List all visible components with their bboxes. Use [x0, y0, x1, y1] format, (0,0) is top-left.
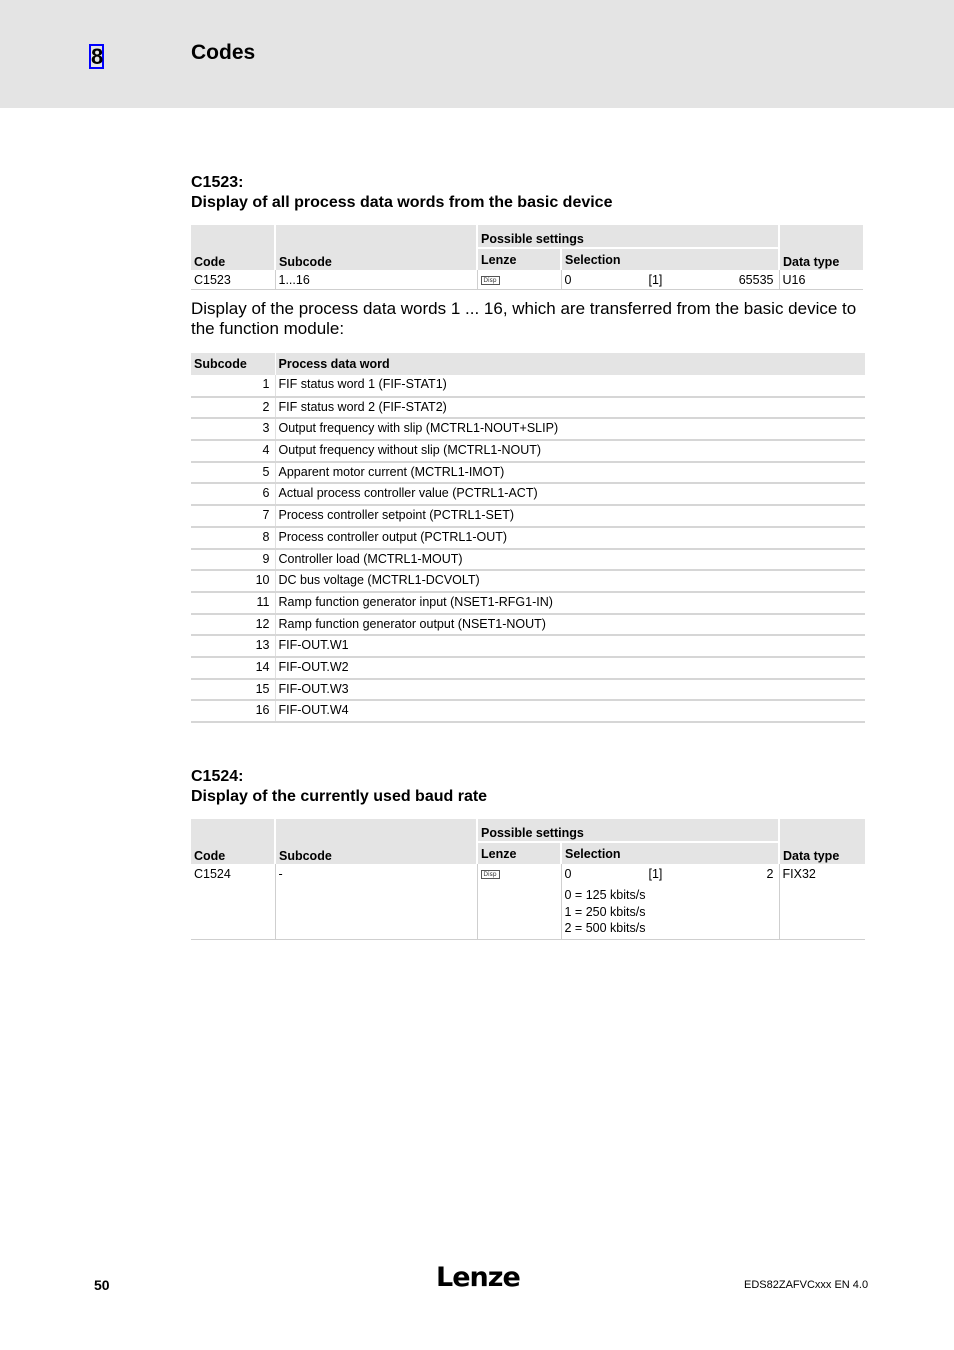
table-row — [191, 549, 865, 571]
subcode-cell: 12 — [191, 614, 275, 636]
process-data-word-cell: FIF-OUT.W3 — [275, 679, 865, 701]
process-data-word-cell: FIF status word 1 (FIF-STAT1) — [275, 375, 865, 397]
col-selection: Selection — [561, 248, 779, 270]
baud-option: 2 = 500 kbits/s — [564, 921, 646, 935]
col-code: Code — [191, 225, 275, 270]
baud-option: 0 = 125 kbits/s — [564, 888, 646, 902]
subcode-cell: 5 — [191, 462, 275, 484]
process-data-word-cell: Output frequency without slip (MCTRL1-NOUT) — [275, 440, 865, 462]
selection-cell — [561, 270, 779, 290]
process-data-word-cell: FIF-OUT.W2 — [275, 657, 865, 679]
data-type-cell: U16 — [779, 270, 863, 290]
subcode-cell: 1 — [191, 375, 275, 397]
subcode-cell: 9 — [191, 549, 275, 571]
col-selection: Selection — [561, 842, 779, 864]
subcode-cell: 3 — [191, 418, 275, 440]
subcode-cell: 1...16 — [275, 270, 477, 290]
process-data-word-cell: Actual process controller value (PCTRL1-ACT) — [275, 483, 865, 505]
process-data-word-cell: FIF-OUT.W4 — [275, 700, 865, 722]
table-row — [191, 270, 863, 290]
chapter-title: Codes — [191, 41, 256, 64]
table-row — [191, 592, 865, 614]
table-row — [191, 418, 865, 440]
subcode-cell: 11 — [191, 592, 275, 614]
subcode-cell: 7 — [191, 505, 275, 527]
display-only-icon: Disp — [481, 276, 500, 285]
col-subcode: Subcode — [275, 225, 477, 270]
table-row — [191, 614, 865, 636]
process-data-table — [191, 353, 865, 723]
table-row — [191, 864, 865, 939]
process-data-word-cell: Controller load (MCTRL1-MOUT) — [275, 549, 865, 571]
display-only-icon: Disp — [481, 870, 500, 879]
c1524-heading-text: Display of the currently used baud rate — [191, 788, 488, 805]
selection-default: [1] — [648, 273, 663, 287]
subcode-cell: 16 — [191, 700, 275, 722]
table-row — [191, 375, 865, 397]
document-id: EDS82ZAFVCxxx EN 4.0 — [744, 1279, 869, 1291]
process-data-word-cell: Process controller output (PCTRL1-OUT) — [275, 527, 865, 549]
process-data-word-cell: Ramp function generator input (NSET1-RFG1-IN) — [275, 592, 865, 614]
process-data-word-cell: Apparent motor current (MCTRL1-IMOT) — [275, 462, 865, 484]
lenze-cell — [477, 864, 561, 939]
code-cell: C1524 — [191, 864, 275, 939]
c1523-heading — [191, 173, 612, 213]
subcode-cell: 13 — [191, 635, 275, 657]
chapter-number-link[interactable]: 8 — [91, 44, 104, 69]
col-possible-settings: Possible settings — [477, 819, 779, 842]
subcode-cell: 4 — [191, 440, 275, 462]
selection-cell — [561, 864, 779, 939]
subcode-cell: 10 — [191, 570, 275, 592]
table-row — [191, 505, 865, 527]
col-code: Code — [191, 819, 275, 864]
process-data-word-cell: Process controller setpoint (PCTRL1-SET) — [275, 505, 865, 527]
table-row — [191, 397, 865, 419]
baud-rate-options — [565, 887, 776, 937]
header-band — [0, 0, 954, 108]
c1524-heading — [191, 767, 487, 807]
col-lenze: Lenze — [477, 248, 561, 270]
table-row — [191, 635, 865, 657]
c1523-heading-code: C1523: — [191, 174, 244, 191]
col-lenze: Lenze — [477, 842, 561, 864]
data-type-cell: FIX32 — [779, 864, 865, 939]
table-row — [191, 570, 865, 592]
subcode-cell: - — [275, 864, 477, 939]
code-cell: C1523 — [191, 270, 275, 290]
col-process-data-word: Process data word — [275, 353, 865, 375]
selection-max: 65535 — [738, 273, 774, 287]
c1523-description: Display of the process data words 1 ... 16, which are transferred from the basic device to the function module: — [191, 299, 857, 338]
table-row — [191, 679, 865, 701]
subcode-cell: 8 — [191, 527, 275, 549]
c1524-table — [191, 819, 865, 940]
table-row — [191, 483, 865, 505]
process-data-word-cell: FIF status word 2 (FIF-STAT2) — [275, 397, 865, 419]
table-row — [191, 700, 865, 722]
process-data-word-cell: Ramp function generator output (NSET1-NOUT) — [275, 614, 865, 636]
table-row — [191, 440, 865, 462]
baud-option: 1 = 250 kbits/s — [564, 904, 646, 919]
lenze-logo: Lenze — [436, 1262, 520, 1293]
subcode-cell: 2 — [191, 397, 275, 419]
page-number: 50 — [94, 1277, 110, 1293]
selection-max: 2 — [766, 867, 774, 881]
col-subcode: Subcode — [275, 819, 477, 864]
lenze-cell — [477, 270, 561, 290]
col-data-type: Data type — [779, 819, 865, 864]
selection-default: [1] — [648, 867, 663, 881]
process-data-word-cell: Output frequency with slip (MCTRL1-NOUT+SLIP) — [275, 418, 865, 440]
subcode-cell: 6 — [191, 483, 275, 505]
col-data-type: Data type — [779, 225, 863, 270]
col-subcode: Subcode — [191, 353, 275, 375]
table-row — [191, 462, 865, 484]
subcode-cell: 14 — [191, 657, 275, 679]
col-possible-settings: Possible settings — [477, 225, 779, 248]
c1523-table — [191, 225, 863, 290]
c1524-heading-code: C1524: — [191, 768, 244, 785]
c1523-heading-text: Display of all process data words from the basic device — [191, 194, 613, 211]
subcode-cell: 15 — [191, 679, 275, 701]
table-row — [191, 657, 865, 679]
table-row — [191, 527, 865, 549]
process-data-word-cell: FIF-OUT.W1 — [275, 635, 865, 657]
selection-min: 0 — [564, 867, 572, 881]
selection-min: 0 — [564, 273, 572, 287]
process-data-word-cell: DC bus voltage (MCTRL1-DCVOLT) — [275, 570, 865, 592]
